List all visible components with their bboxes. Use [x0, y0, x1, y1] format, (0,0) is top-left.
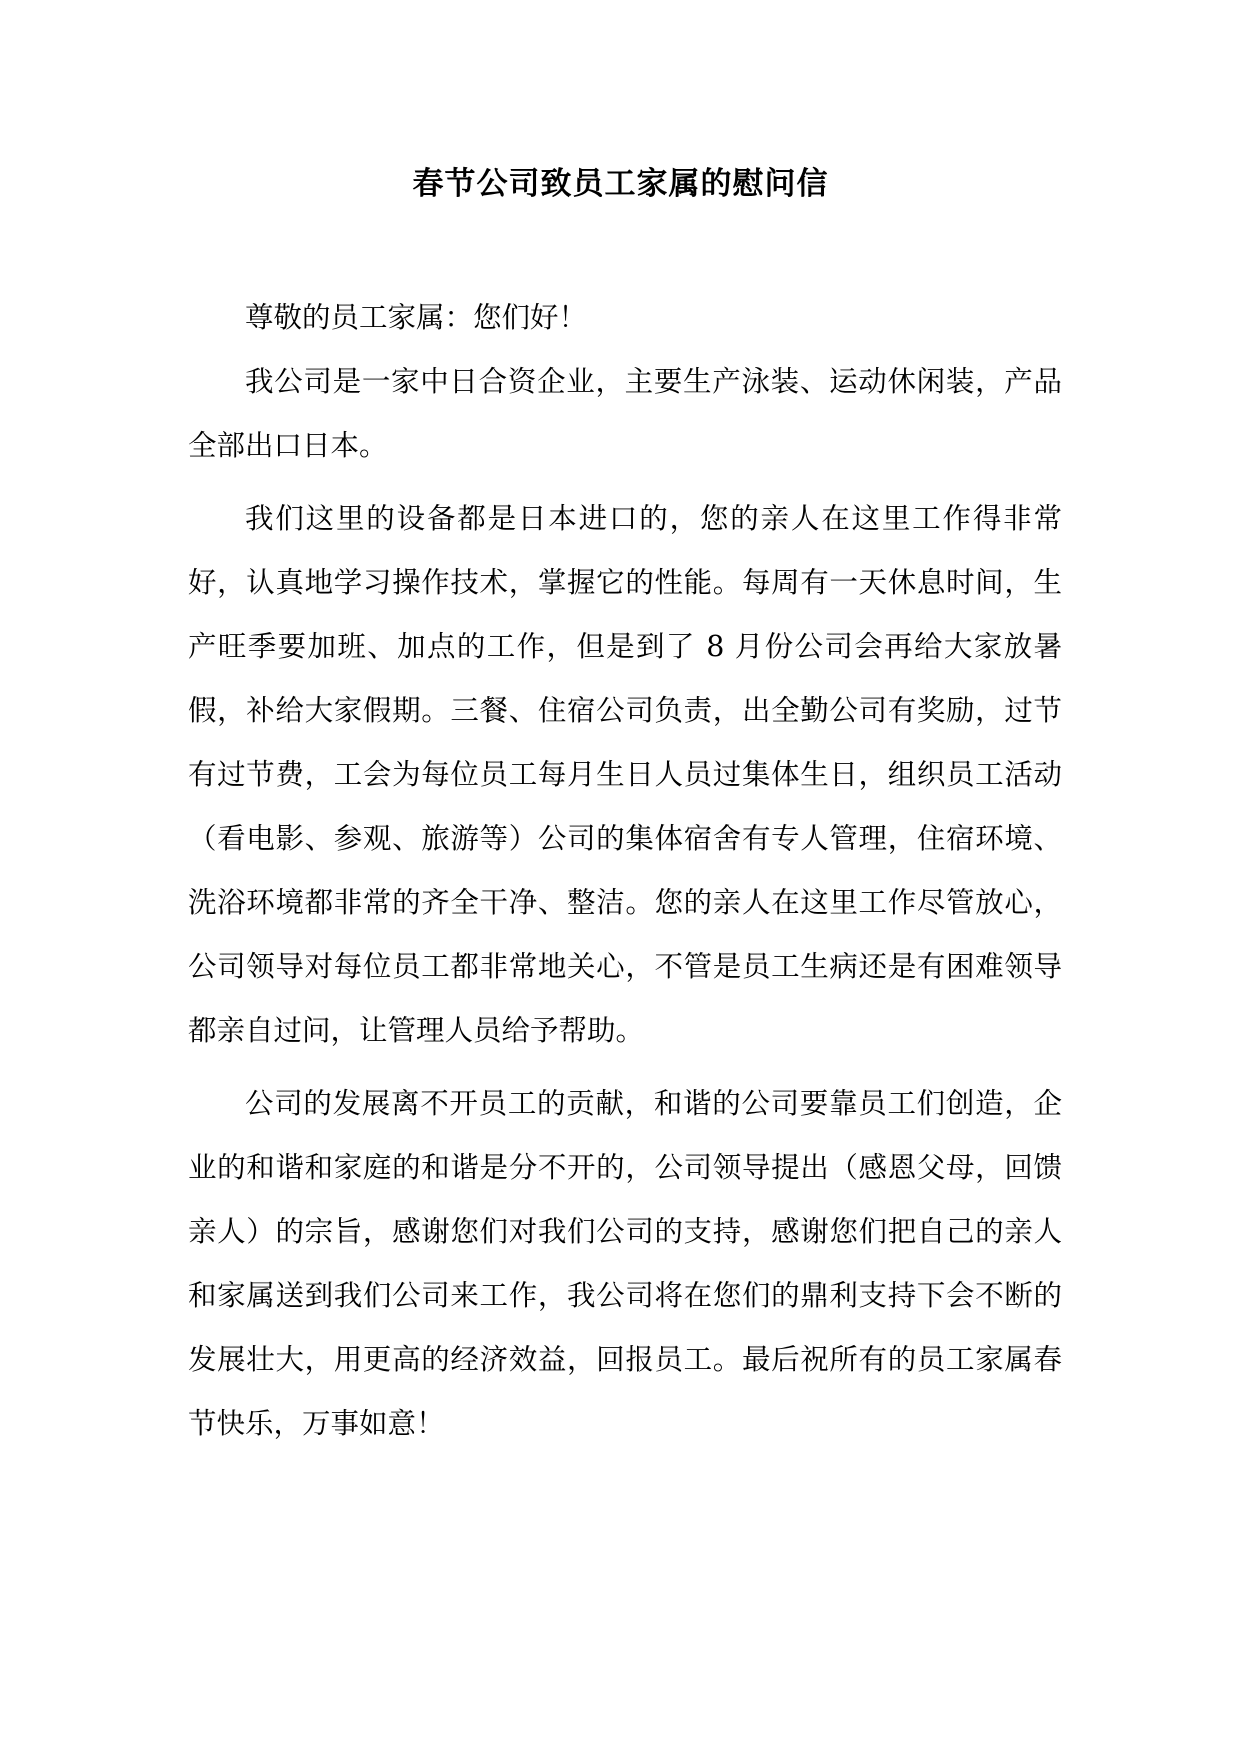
document-title: 春节公司致员工家属的慰问信: [412, 166, 829, 202]
closing-paragraph: 公司的发展离不开员工的贡献，和谐的公司要靠员工们创造，企业的和谐和家庭的和谐是分不开的，公司领导提出（感恩父母，回馈亲人）的宗旨，感谢您们对我们公司的支持，感谢您们把自己的亲人和家属送到我们公司来工作，我公司将在您们的鼎利支持下会不断的发展壮大，用更高的经济效益，回报员工。最后祝所有的员工家属春节快乐，万事如意！: [188, 1087, 1062, 1440]
company-intro-paragraph: 我公司是一家中日合资企业，主要生产泳装、运动休闲装，产品全部出口日本。: [188, 365, 1062, 462]
letter-body: [188, 286, 1062, 1456]
salutation-paragraph: 尊敬的员工家属：您们好！: [245, 301, 588, 334]
work-life-paragraph: 我们这里的设备都是日本进口的，您的亲人在这里工作得非常好，认真地学习操作技术，掌握它的性能。每周有一天休息时间，生产旺季要加班、加点的工作，但是到了 8 月份公司会再给大家放暑假，补给大家假期。三餐、住宿公司负责，出全勤公司有奖励，过节有过节费，工会为每位员工每月生日人员过集体生日，组织员工活动（看电影、参观、旅游等）公司的集体宿舍有专人管理，住宿环境、洗浴环境都非常的齐全干净、整洁。您的亲人在这里工作尽管放心，公司领导对每位员工都非常地关心，不管是员工生病还是有困难领导都亲自过问，让管理人员给予帮助。: [188, 502, 1062, 1047]
